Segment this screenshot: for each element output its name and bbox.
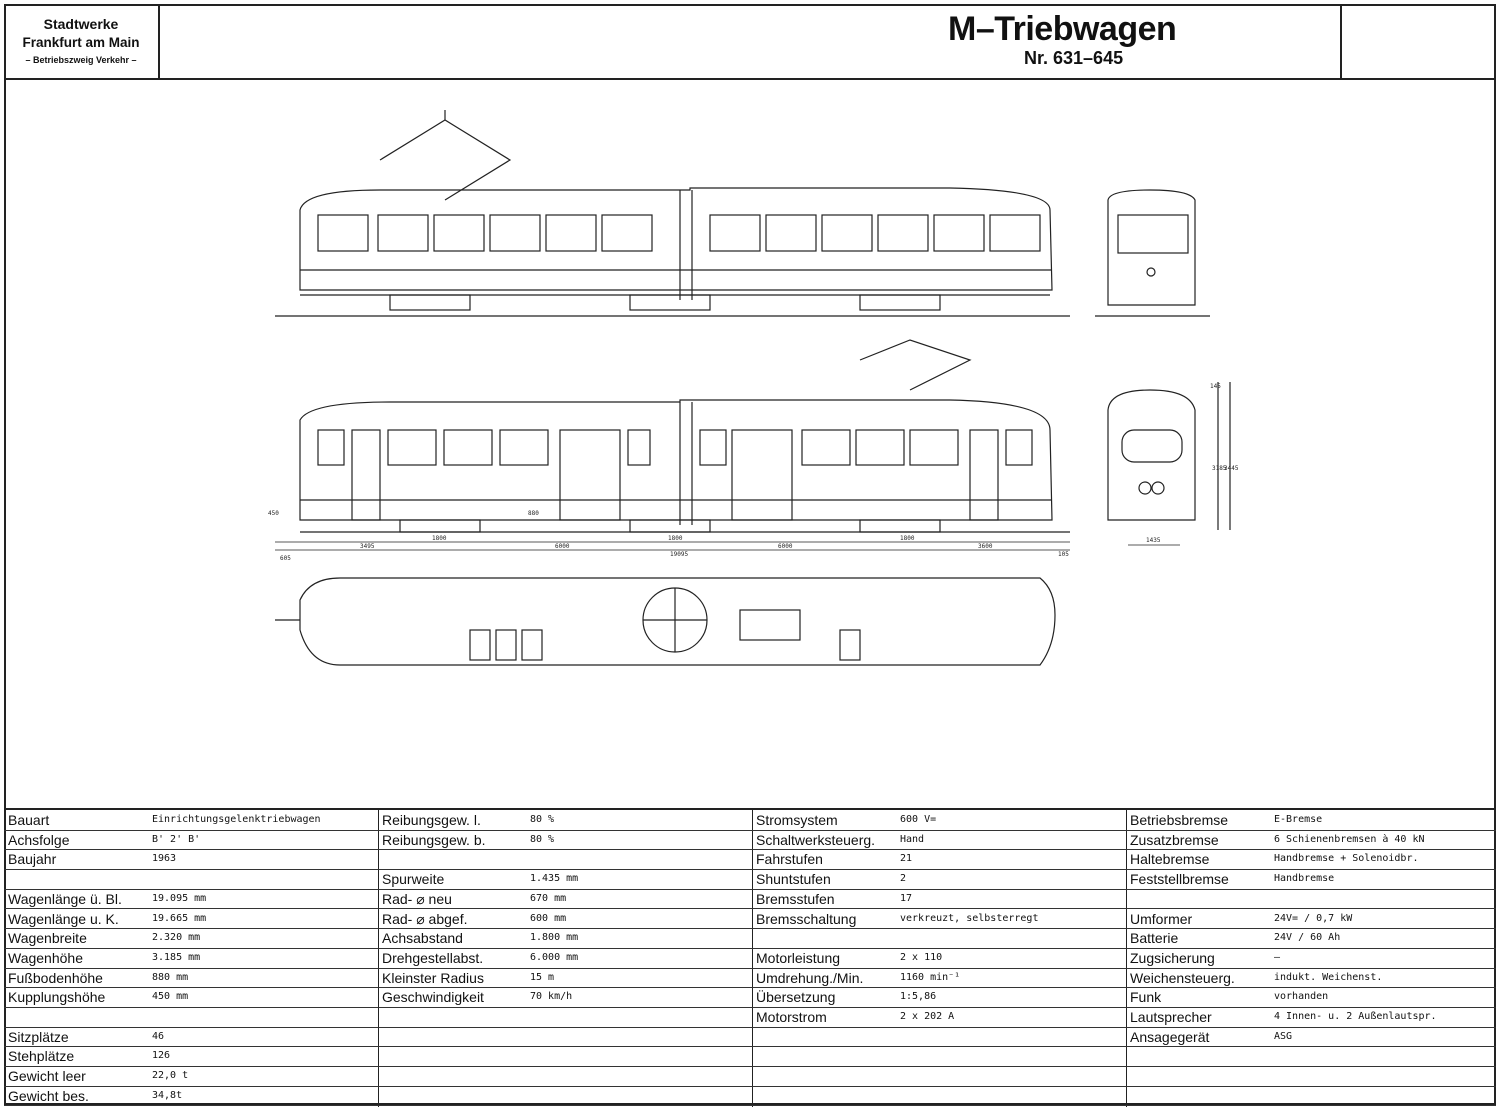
spec-row	[752, 1086, 1126, 1107]
spec-row	[752, 810, 1126, 831]
dim-label: 105	[1058, 551, 1069, 558]
spec-label: Umformer	[1130, 910, 1193, 927]
spec-label: Sitzplätze	[8, 1028, 69, 1045]
spec-row	[752, 1046, 1126, 1067]
spec-row	[752, 928, 1126, 949]
spec-value: vorhanden	[1274, 991, 1329, 1003]
spec-row	[4, 1086, 378, 1107]
spec-row	[752, 948, 1126, 969]
spec-value: 19.665 mm	[152, 912, 207, 924]
floor-plan-view	[275, 578, 1055, 665]
dim-label: 3445	[1224, 465, 1239, 472]
spec-label: Rad- ⌀ abgef.	[382, 910, 468, 927]
spec-column-brakes-equipment	[1126, 810, 1496, 1107]
spec-row	[378, 849, 752, 870]
spec-row	[1126, 948, 1496, 969]
spec-column-general	[4, 810, 379, 1107]
spec-value: 126	[152, 1050, 171, 1062]
spec-row	[4, 849, 378, 870]
spec-value: 2.320 mm	[152, 932, 201, 944]
spec-row	[378, 869, 752, 890]
spec-value: 2 x 202 A	[900, 1011, 955, 1022]
specification-table	[4, 808, 1496, 1107]
spec-row	[378, 1046, 752, 1067]
spec-row	[752, 830, 1126, 851]
spec-label: Shuntstufen	[756, 871, 831, 888]
dim-label: 145	[1210, 383, 1221, 390]
dim-label: 1435	[1146, 537, 1161, 544]
spec-column-running-gear	[378, 810, 753, 1107]
page-title: M–Triebwagen	[948, 10, 1177, 48]
dim-label: 1800	[432, 535, 447, 542]
spec-row	[4, 948, 378, 969]
spec-row	[378, 948, 752, 969]
spec-value: 880 mm	[152, 971, 189, 983]
dim-label: 6000	[555, 543, 570, 550]
spec-label: Gewicht bes.	[8, 1087, 89, 1104]
org-city: Frankfurt am Main	[22, 35, 140, 50]
spec-label: Geschwindigkeit	[382, 989, 484, 1006]
spec-label: Motorleistung	[756, 949, 841, 966]
spec-row	[1126, 1046, 1496, 1067]
spec-label: Batterie	[1130, 930, 1179, 947]
spec-row	[378, 810, 752, 831]
spec-label: Bauart	[8, 812, 50, 828]
spec-row	[1126, 987, 1496, 1008]
spec-value: 80 %	[530, 814, 555, 825]
dim-label: 880	[528, 510, 539, 517]
spec-value: Hand	[900, 833, 925, 845]
spec-value: 600 V=	[900, 814, 937, 825]
spec-label: Haltebremse	[1130, 851, 1210, 868]
spec-value: 70 km/h	[530, 991, 573, 1003]
spec-value: 670 mm	[530, 892, 567, 904]
spec-value: 17	[900, 892, 913, 904]
spec-row	[1126, 889, 1496, 910]
front-view-lower	[1108, 382, 1230, 530]
spec-row	[1126, 849, 1496, 870]
spec-value: B' 2' B'	[152, 833, 201, 845]
dim-label: 3600	[978, 543, 993, 550]
spec-label: Wagenlänge u. K.	[8, 910, 119, 927]
spec-label: Fahrstufen	[756, 851, 823, 868]
spec-row	[378, 1086, 752, 1107]
spec-value: 1:5,86	[900, 991, 937, 1003]
spec-row	[4, 1066, 378, 1087]
spec-label: Achsfolge	[8, 831, 70, 848]
spec-value: 80 %	[530, 833, 555, 845]
spec-row	[378, 987, 752, 1008]
dim-label: 450	[268, 510, 279, 517]
spec-row	[4, 1027, 378, 1048]
spec-value: Handbremse + Solenoidbr.	[1274, 853, 1419, 865]
spec-row	[752, 968, 1126, 989]
spec-value: 4 Innen- u. 2 Außenlautspr.	[1274, 1011, 1437, 1022]
spec-value: indukt. Weichenst.	[1274, 971, 1383, 983]
spec-label: Kupplungshöhe	[8, 989, 106, 1006]
spec-label: Weichensteuerg.	[1130, 969, 1235, 986]
spec-label: Betriebsbremse	[1130, 812, 1229, 828]
spec-row	[378, 1007, 752, 1028]
spec-label: Wagenhöhe	[8, 949, 83, 966]
spec-row	[378, 909, 752, 930]
spec-row	[752, 987, 1126, 1008]
spec-value: Handbremse	[1274, 873, 1335, 885]
spec-row	[1126, 810, 1496, 831]
spec-row	[4, 1007, 378, 1028]
side-view-left	[300, 340, 1070, 532]
dim-label: 1800	[900, 535, 915, 542]
spec-row	[752, 849, 1126, 870]
dim-label: 3495	[360, 543, 375, 550]
spec-row	[752, 889, 1126, 910]
side-view-right	[275, 110, 1070, 316]
dim-label: 6000	[778, 543, 793, 550]
spec-row	[1126, 1066, 1496, 1087]
front-view-upper	[1095, 190, 1210, 316]
spec-value: 1160 min⁻¹	[900, 971, 961, 983]
spec-row	[1126, 968, 1496, 989]
spec-value: –	[1274, 951, 1281, 963]
spec-row	[4, 909, 378, 930]
spec-value: 46	[152, 1030, 165, 1042]
spec-label: Ansagegerät	[1130, 1028, 1210, 1045]
spec-label: Rad- ⌀ neu	[382, 890, 452, 907]
spec-label: Motorstrom	[756, 1009, 827, 1025]
spec-value: 15 m	[530, 971, 555, 983]
spec-label: Wagenlänge ü. Bl.	[8, 890, 122, 907]
page-subtitle: Nr. 631–645	[1024, 48, 1124, 68]
spec-row	[1126, 1007, 1496, 1028]
spec-label: Bremsschaltung	[756, 910, 857, 927]
spec-label: Achsabstand	[382, 930, 463, 947]
spec-row	[1126, 1086, 1496, 1107]
spec-row	[378, 830, 752, 851]
spec-row	[752, 909, 1126, 930]
spec-label: Reibungsgew. l.	[382, 812, 481, 828]
spec-value: 2	[900, 873, 907, 885]
spec-row	[752, 1027, 1126, 1048]
spec-row	[4, 889, 378, 910]
spec-value: 6 Schienenbremsen à 40 kN	[1274, 833, 1425, 845]
spec-row	[1126, 830, 1496, 851]
spec-row	[1126, 869, 1496, 890]
spec-row	[4, 987, 378, 1008]
spec-value: 1963	[152, 853, 177, 865]
spec-row	[4, 830, 378, 851]
spec-label: Funk	[1130, 989, 1162, 1006]
spec-label: Kleinster Radius	[382, 969, 484, 986]
spec-label: Umdrehung./Min.	[756, 969, 864, 986]
spec-value: 3.185 mm	[152, 951, 201, 963]
spec-value: 24V / 60 Ah	[1274, 932, 1341, 944]
spec-value: 19.095 mm	[152, 892, 207, 904]
spec-row	[4, 810, 378, 831]
spec-row	[378, 1027, 752, 1048]
spec-label: Baujahr	[8, 851, 57, 868]
spec-row	[378, 968, 752, 989]
spec-label: Spurweite	[382, 871, 445, 888]
spec-row	[4, 1046, 378, 1067]
spec-label: Gewicht leer	[8, 1068, 86, 1085]
spec-label: Schaltwerksteuerg.	[756, 831, 876, 848]
blank-corner-box	[1340, 4, 1496, 80]
spec-row	[378, 1066, 752, 1087]
spec-value: 1.435 mm	[530, 873, 579, 885]
spec-label: Zugsicherung	[1130, 949, 1215, 966]
spec-row	[1126, 1027, 1496, 1048]
spec-label: Drehgestellabst.	[382, 949, 484, 966]
dimension-lines	[275, 542, 1180, 550]
spec-value: Einrichtungsgelenktriebwagen	[152, 814, 321, 825]
spec-row	[378, 889, 752, 910]
spec-value: 22,0 t	[152, 1070, 189, 1082]
spec-label: Übersetzung	[756, 989, 836, 1006]
spec-value: 21	[900, 853, 913, 865]
spec-value: 1.800 mm	[530, 932, 579, 944]
spec-value: 2 x 110	[900, 951, 943, 963]
spec-label: Lautsprecher	[1130, 1009, 1212, 1025]
side-view-windows	[318, 215, 1040, 251]
organization-block	[4, 4, 160, 80]
spec-label: Wagenbreite	[8, 930, 87, 947]
spec-row	[752, 1007, 1126, 1028]
dim-label: 1800	[668, 535, 683, 542]
org-name: Stadtwerke	[43, 16, 119, 32]
dim-label: 3185	[1212, 465, 1227, 472]
spec-value: 6.000 mm	[530, 951, 579, 963]
spec-row	[378, 928, 752, 949]
spec-value: ASG	[1274, 1030, 1293, 1042]
spec-value: 34,8t	[152, 1089, 183, 1101]
spec-row	[1126, 909, 1496, 930]
spec-label: Bremsstufen	[756, 890, 835, 907]
spec-column-electrical	[752, 810, 1127, 1107]
spec-value: E-Bremse	[1274, 814, 1323, 825]
org-division: – Betriebszweig Verkehr –	[25, 55, 137, 65]
spec-row	[752, 869, 1126, 890]
spec-label: Reibungsgew. b.	[382, 831, 486, 848]
spec-row	[4, 928, 378, 949]
spec-row	[4, 869, 378, 890]
spec-label: Stehplätze	[8, 1048, 75, 1065]
spec-value: verkreuzt, selbsterregt	[900, 912, 1039, 924]
spec-value: 450 mm	[152, 991, 189, 1003]
spec-row	[1126, 928, 1496, 949]
spec-label: Fußbodenhöhe	[8, 969, 103, 986]
spec-row	[4, 968, 378, 989]
dim-label: 19095	[670, 551, 689, 558]
spec-value: 600 mm	[530, 912, 567, 924]
spec-value: 24V= / 0,7 kW	[1274, 912, 1353, 924]
spec-row	[752, 1066, 1126, 1087]
dim-label: 605	[280, 555, 291, 562]
tram-technical-drawing	[260, 90, 1370, 690]
spec-label: Stromsystem	[756, 812, 838, 828]
spec-label: Feststellbremse	[1130, 871, 1229, 888]
spec-label: Zusatzbremse	[1130, 831, 1219, 848]
